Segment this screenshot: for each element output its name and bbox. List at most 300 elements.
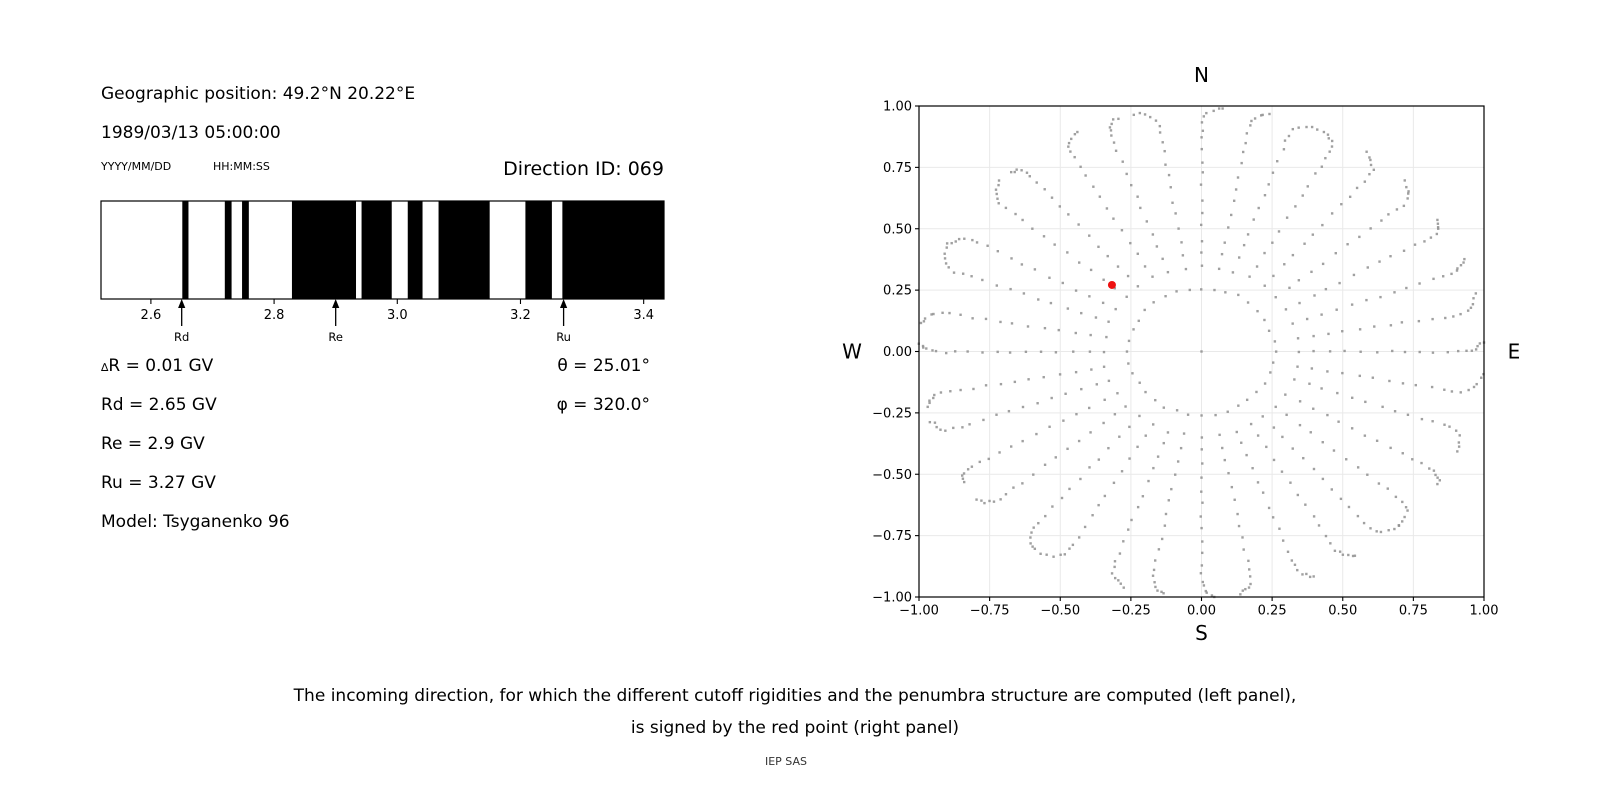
direction-dot [1256,265,1258,267]
direction-dot [1373,325,1375,327]
direction-dot [1062,419,1064,421]
direction-dot [946,246,948,248]
direction-dot [1227,411,1229,413]
direction-dot [1322,478,1324,480]
forbidden-band [362,201,392,299]
direction-dot [1396,208,1398,210]
direction-dot [1145,434,1147,436]
direction-dot [1151,275,1153,277]
direction-dot [1144,265,1146,267]
tick-label: 3.4 [633,308,655,323]
direction-dot [1144,113,1146,115]
datetime-text: 1989/03/13 05:00:00 [101,123,281,143]
direction-dot [1240,162,1242,164]
direction-dot [1312,350,1314,352]
direction-dot [1249,583,1251,585]
direction-dot [1139,112,1141,114]
direction-dot [1302,457,1304,459]
direction-dot [1311,126,1313,128]
direction-dot [1467,389,1469,391]
direction-dot [1324,157,1326,159]
direction-dot [1201,540,1203,542]
penumbra-barcode-chart [85,195,685,355]
direction-dot [1029,175,1031,177]
direction-dot [1247,301,1249,303]
direction-dot [1146,220,1148,222]
direction-dot [1394,410,1396,412]
direction-dot [1278,528,1280,530]
direction-dot [1354,555,1356,557]
direction-dot [975,498,977,500]
tick-label: 3.0 [386,308,408,323]
direction-dot [1467,309,1469,311]
direction-dot [1164,163,1166,165]
direction-dot [1011,322,1013,324]
direction-dot [934,421,936,423]
direction-dot [1337,420,1339,422]
direction-dot [1236,431,1238,433]
direction-dot [1152,467,1154,469]
direction-dot [1035,433,1037,435]
direction-dot [1114,577,1116,579]
y-tick-label: 0.00 [883,345,912,360]
direction-dot [1158,548,1160,550]
direction-dot [1098,458,1100,460]
direction-dot [1414,243,1416,245]
incoming-direction-chart [830,50,1550,660]
direction-dot [1187,414,1189,416]
direction-dot [1089,350,1091,352]
direction-dot [945,262,947,264]
direction-dot [1080,312,1082,314]
direction-dot [993,500,995,502]
forbidden-band [225,201,232,299]
direction-dot [998,179,1000,181]
direction-dot [1455,429,1457,431]
barcode-x-ticks [141,299,654,323]
direction-dot [1084,174,1086,176]
direction-dot [1062,282,1064,284]
direction-dot [1039,553,1041,555]
direction-dot [1231,486,1233,488]
direction-dot [998,202,1000,204]
direction-dot [1066,448,1068,450]
direction-dot [1272,516,1274,518]
direction-dot [971,317,973,319]
direction-dot [946,242,948,244]
direction-dot [1053,243,1055,245]
direction-dot [1437,226,1439,228]
direction-dot [1293,378,1295,380]
direction-dot [1248,586,1250,588]
direction-dot [1139,382,1141,384]
direction-dot [995,188,997,190]
direction-dot [1475,348,1477,350]
direction-dot [1288,287,1290,289]
direction-dot [1387,487,1389,489]
direction-dot [1144,391,1146,393]
direction-dot [1051,505,1053,507]
y-tick-label: 1.00 [883,99,912,115]
direction-dot [1472,303,1474,305]
direction-dot [1157,455,1159,457]
forbidden-band [182,201,188,299]
direction-dot [1055,456,1057,458]
date-format-label: YYYY/MM/DD [101,160,172,173]
direction-dot [1161,258,1163,260]
direction-dot [1027,378,1029,380]
direction-dot [1174,473,1176,475]
direction-dot [1456,450,1458,452]
direction-dot [1402,382,1404,384]
direction-dot [1347,554,1349,556]
direction-dot [1436,483,1438,485]
direction-dot [927,406,929,408]
direction-dot [1130,184,1132,186]
direction-dot [1456,267,1458,269]
direction-dot [1167,431,1169,433]
direction-dot [1211,594,1213,596]
direction-dot [1262,415,1264,417]
x-tick-label: 0.25 [1257,603,1287,619]
direction-dot [985,318,987,320]
direction-dot [1170,186,1172,188]
direction-dot [1335,309,1337,311]
direction-dot [1299,400,1301,402]
direction-dot [1092,186,1094,188]
direction-dot [1068,547,1070,549]
direction-dot [1045,554,1047,556]
direction-dot [1398,524,1400,526]
direction-dot [961,474,963,476]
direction-dot [1122,160,1124,162]
direction-dot [1009,351,1011,353]
direction-dot [1127,362,1129,364]
direction-dot [1281,470,1283,472]
direction-dot [971,465,973,467]
direction-dot [1200,136,1202,138]
direction-dot [1285,308,1287,310]
direction-dot [1264,285,1266,287]
direction-dot [1103,399,1105,401]
direction-dot [1137,253,1139,255]
direction-dot [981,279,983,281]
direction-dot [1117,579,1119,581]
direction-dot [1268,113,1270,115]
direction-dot [1149,116,1151,118]
direction-dot [1434,474,1436,476]
direction-dot [1021,263,1023,265]
direction-dot [1331,140,1333,142]
delta-r-rest: R = 0.01 GV [108,356,214,376]
arrow-up-icon [178,299,185,308]
direction-dot [944,257,946,259]
direction-dot [1154,586,1156,588]
direction-dot [1075,413,1077,415]
direction-dot [1305,126,1307,128]
direction-dot [1291,322,1293,324]
direction-dot [1014,171,1016,173]
direction-dot [1390,324,1392,326]
y-tick-label: −1.00 [872,590,912,606]
direction-dot [1009,288,1011,290]
direction-dot [1055,351,1057,353]
direction-dot [1418,320,1420,322]
direction-dot [1202,130,1204,132]
forbidden-band [525,201,551,299]
direction-dot [930,313,932,315]
direction-dot [1080,388,1082,390]
direction-dot [1325,535,1327,537]
direction-dot [1432,351,1434,353]
direction-dot [1460,391,1462,393]
direction-dot [1237,176,1239,178]
direction-dot [1089,431,1091,433]
direction-dot [1405,287,1407,289]
direction-dot [1162,592,1164,594]
direction-dot [1125,296,1127,298]
direction-dot [1078,536,1080,538]
direction-dot [1040,351,1042,353]
direction-dot [1023,292,1025,294]
direction-dot [1451,390,1453,392]
direction-dot [1025,351,1027,353]
direction-dot [1102,279,1104,281]
direction-dot [1314,172,1316,174]
direction-dot [1115,150,1117,152]
direction-dot [1269,371,1271,373]
direction-dot [1201,121,1203,123]
direction-dot [1072,544,1074,546]
direction-dot [1165,513,1167,515]
direction-dot [1473,386,1475,388]
direction-dot [1010,445,1012,447]
direction-dot [1247,233,1249,235]
direction-dot [1364,401,1366,403]
direction-dot [925,347,927,349]
direction-dot [1067,213,1069,215]
direction-dot [1243,244,1245,246]
direction-dot [1182,254,1184,256]
direction-dot [1200,288,1202,290]
direction-dot [1034,548,1036,550]
compass-west-label: W [842,339,862,364]
direction-dot [1263,252,1265,254]
direction-dot [1365,151,1367,153]
direction-dot [985,384,987,386]
direction-dot [1072,350,1074,352]
direction-dot [962,478,964,480]
direction-dot [1153,581,1155,583]
direction-dot [1088,234,1090,236]
direction-dot [1428,467,1430,469]
direction-dot [1114,308,1116,310]
direction-dot [1203,115,1205,117]
direction-dot [996,193,998,195]
y-tick-label: −0.25 [872,406,912,422]
direction-dot [1043,188,1045,190]
direction-dot [1022,406,1024,408]
direction-dot [1262,491,1264,493]
direction-dot [1088,407,1090,409]
direction-dot [1075,332,1077,334]
direction-dot [996,351,998,353]
direction-dot [1389,447,1391,449]
delta-r-value [101,357,213,377]
direction-dot [1407,190,1409,192]
direction-dot [1423,240,1425,242]
direction-dot [1238,256,1240,258]
direction-dot [1271,242,1273,244]
direction-dot [948,312,950,314]
direction-dot [1336,392,1338,394]
direction-dot [1200,527,1202,529]
direction-dot [1200,251,1202,253]
direction-dot [1010,257,1012,259]
direction-dot [1431,420,1433,422]
direction-dot [1298,302,1300,304]
direction-dot [1242,548,1244,550]
direction-dot [1303,243,1305,245]
direction-dot [924,317,926,319]
direction-dot [1123,586,1125,588]
marker-label: Ru [556,330,571,344]
direction-dot [1180,447,1182,449]
direction-dot [1405,506,1407,508]
direction-dot [1008,410,1010,412]
direction-dot [1106,207,1108,209]
direction-dot [1443,389,1445,391]
forbidden-band [408,201,423,299]
direction-dot [1268,330,1270,332]
direction-dot [1289,481,1291,483]
direction-dot [1376,440,1378,442]
direction-dot [1283,148,1285,150]
direction-dot [1152,301,1154,303]
direction-dot [1380,219,1382,221]
compass-labels [842,63,1520,645]
direction-dot [1163,442,1165,444]
direction-dot [1357,466,1359,468]
x-tick-label: −1.00 [899,603,939,619]
direction-dot [996,198,998,200]
direction-dot [1450,273,1452,275]
x-tick-label: −0.50 [1040,603,1081,619]
direction-dot [1258,207,1260,209]
direction-dot [1152,575,1154,577]
direction-dot [1458,445,1460,447]
direction-dot [1298,279,1300,281]
direction-dot [1263,319,1265,321]
direction-dot [1275,296,1277,298]
direction-dot [1338,282,1340,284]
direction-dot [1091,514,1093,516]
direction-dot [1245,454,1247,456]
direction-dot [1127,275,1129,277]
arrow-up-icon [560,299,567,308]
direction-dot [1370,164,1372,166]
direction-dot [1274,340,1276,342]
direction-dot [1110,123,1112,125]
direction-dot [1341,372,1343,374]
x-tick-label: 0.00 [1187,603,1216,619]
direction-dot [1312,575,1314,577]
direction-dot [1465,350,1467,352]
direction-dot [1368,156,1370,158]
direction-dot [1437,223,1439,225]
direction-dot [1170,488,1172,490]
direction-dot [1460,264,1462,266]
direction-dot [1224,291,1226,293]
direction-dot [1292,254,1294,256]
direction-dot [959,389,961,391]
direction-dot [1059,554,1061,556]
direction-dot [1431,318,1433,320]
forbidden-band [439,201,490,299]
y-tick-label: 0.75 [883,160,912,176]
direction-dot [1480,377,1482,379]
direction-dot [1221,107,1223,109]
direction-dot [1026,172,1028,174]
arrow-up-icon [332,299,339,308]
direction-dot [1369,227,1371,229]
direction-dot [1029,536,1031,538]
marker-label: Re [328,330,343,344]
direction-dot [1479,342,1481,344]
direction-dot [1037,522,1039,524]
direction-dot [1313,468,1315,470]
direction-dot [1167,271,1169,273]
direction-dot [1419,351,1421,353]
direction-dot [1379,296,1381,298]
direction-dot [1201,265,1203,267]
direction-dot [1276,160,1278,162]
direction-dot [1076,131,1078,133]
direction-dot [1128,457,1130,459]
direction-dot [1329,350,1331,352]
direction-dot [1327,133,1329,135]
direction-dot [1380,531,1382,533]
direction-dot [1108,380,1110,382]
direction-dot [1125,173,1127,175]
direction-dot [1351,427,1353,429]
direction-dot [986,245,988,247]
direction-dot [1285,414,1287,416]
direction-dot [1164,524,1166,526]
direction-dot [1105,336,1107,338]
direction-dot [1292,128,1294,130]
geo-position-text: Geographic position: 49.2°N 20.22°E [101,84,416,104]
direction-dot [1107,321,1109,323]
direction-dot [1376,351,1378,353]
direction-dot [1395,496,1397,498]
direction-dot [1326,414,1328,416]
direction-dot [1014,213,1016,215]
model-text: Model: Tsyganenko 96 [101,512,290,532]
direction-dot [1129,242,1131,244]
direction-dot [979,461,981,463]
direction-dot [1372,377,1374,379]
direction-dot [1340,498,1342,500]
direction-dot [1088,295,1090,297]
direction-dot [1067,307,1069,309]
direction-dot [944,430,946,432]
direction-dot [1294,205,1296,207]
direction-dot [961,426,963,428]
direction-dot [1130,519,1132,521]
direction-dot [1230,214,1232,216]
direction-dot [1012,486,1014,488]
